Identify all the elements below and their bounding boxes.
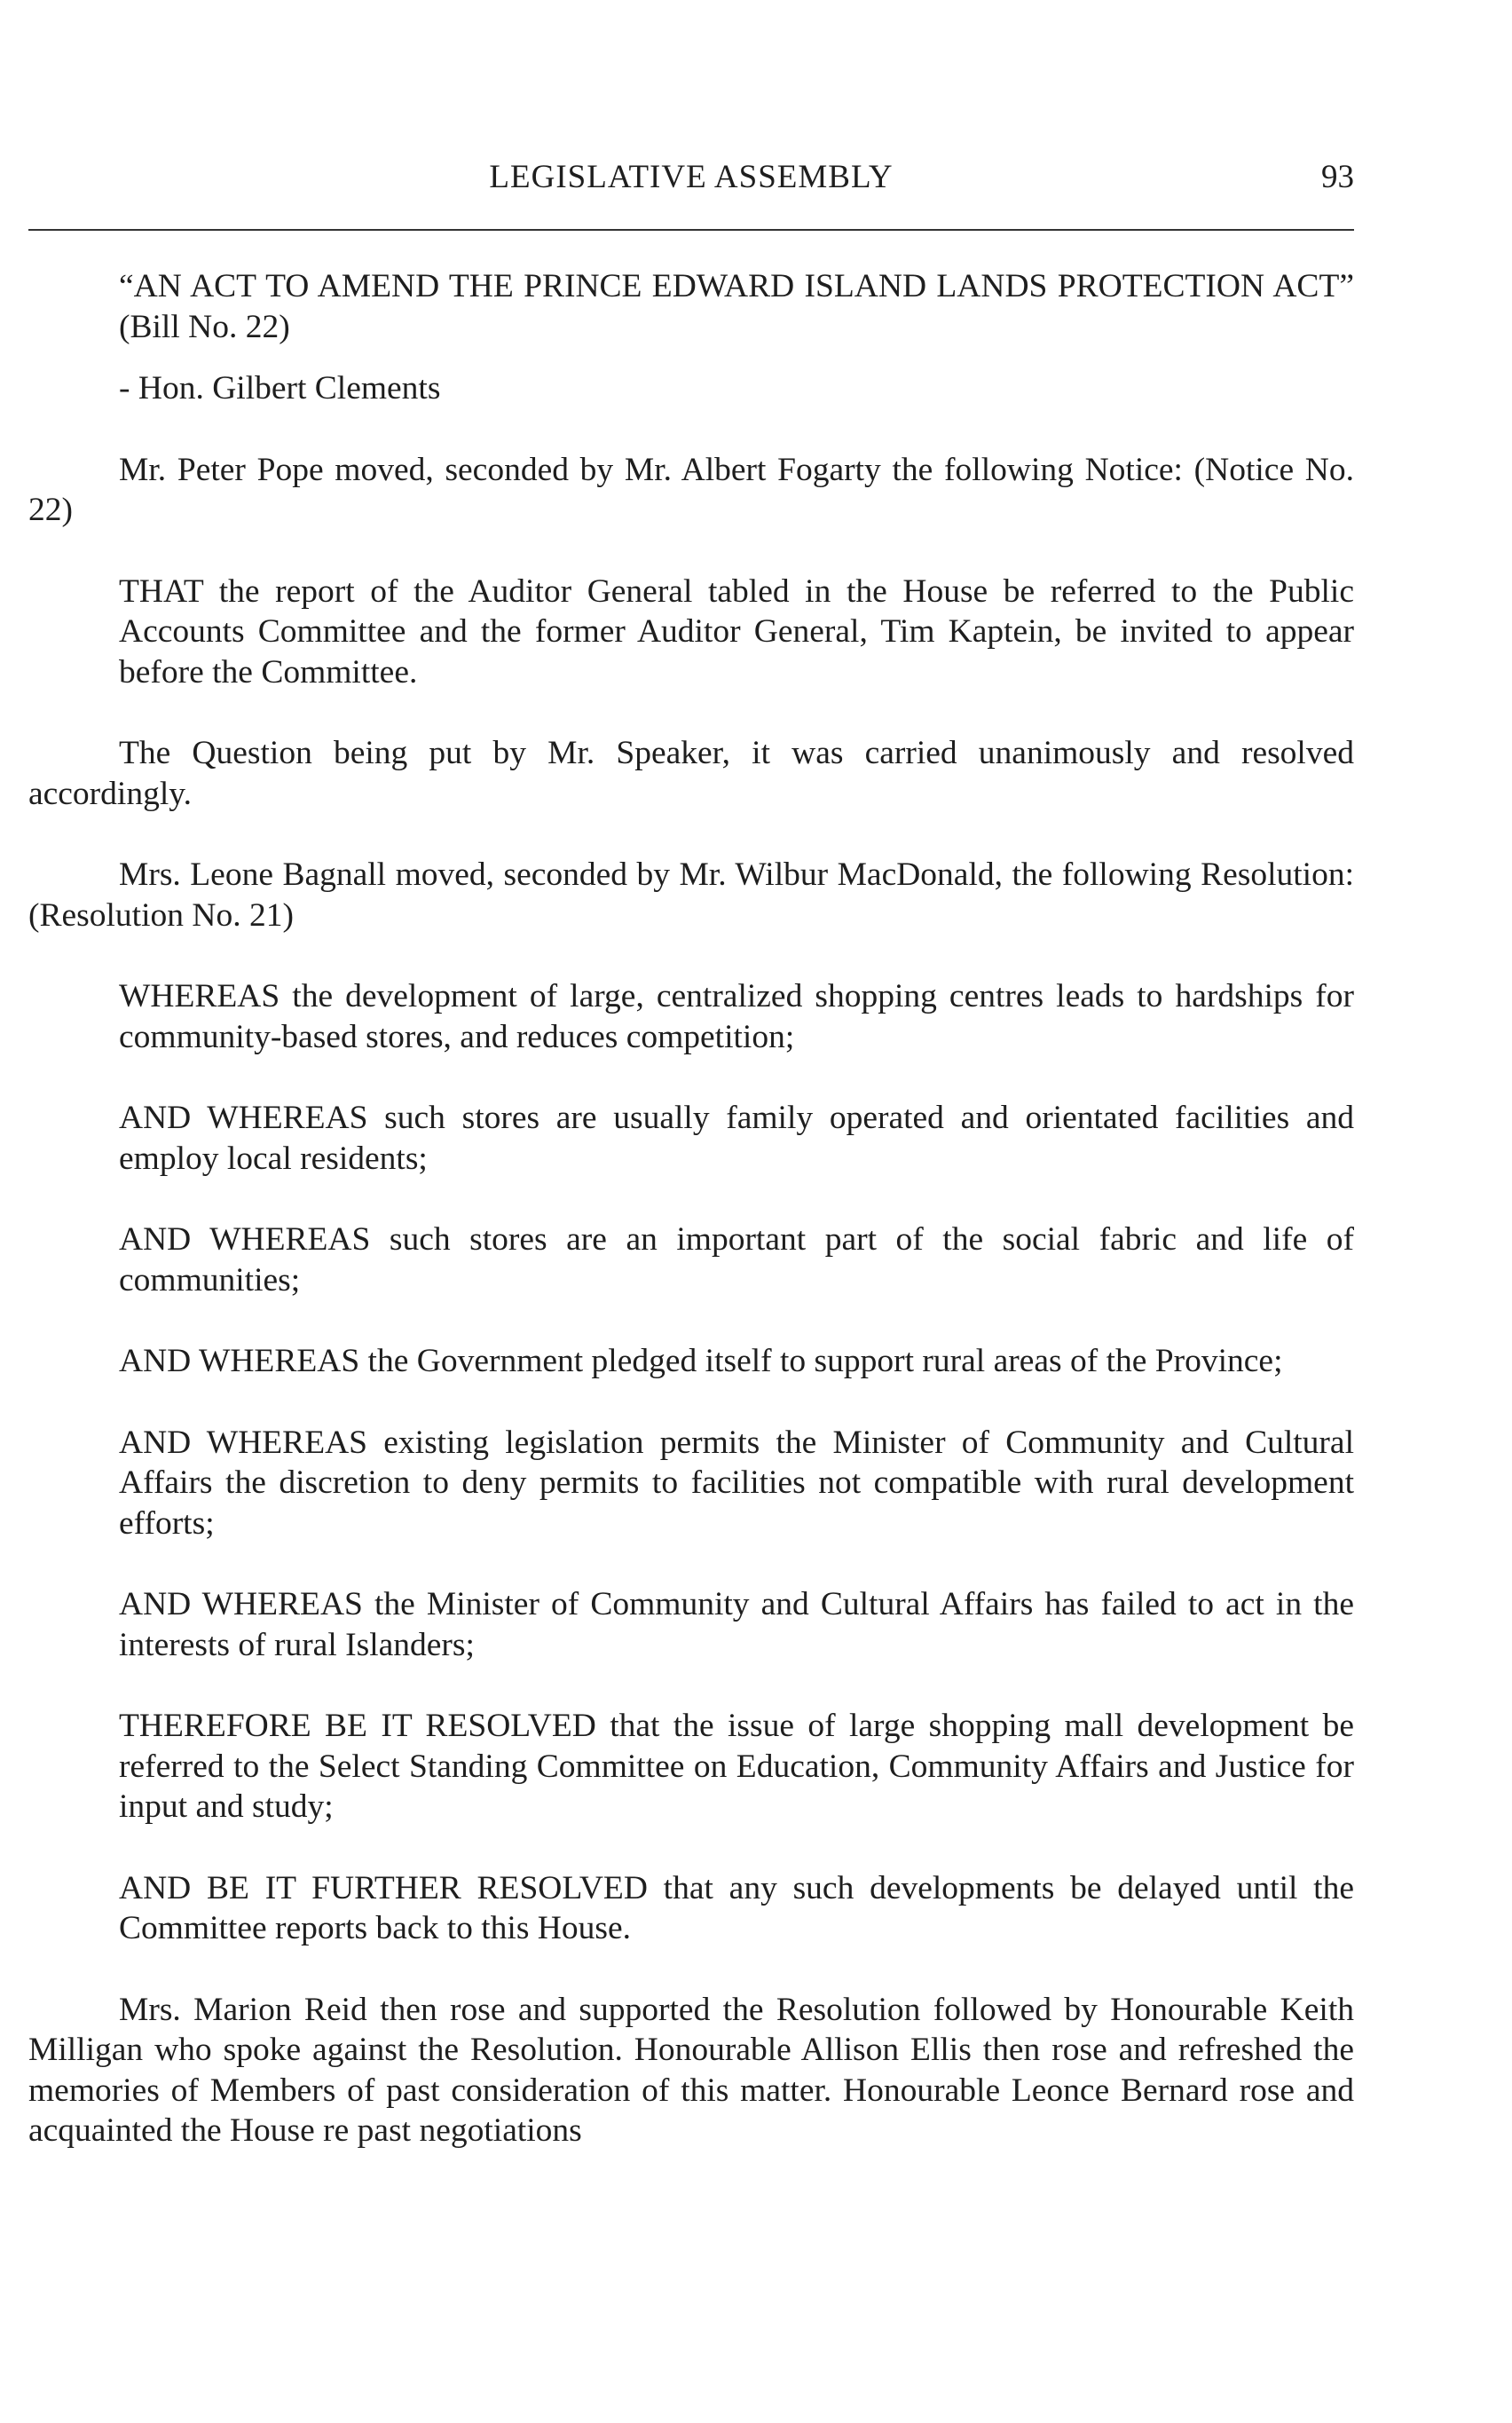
page-header	[28, 158, 1354, 202]
whereas-clause: AND WHEREAS existing legislation permits the Minister of Community and Cultural Affairs the discretion to deny permits to facilities not compatible with rural development efforts;	[119, 1424, 1354, 1542]
document-body	[28, 266, 1354, 2151]
whereas-clause: AND WHEREAS such stores are an important part of the social fabric and life of communities;	[119, 1221, 1354, 1298]
resolved-clause: THEREFORE BE IT RESOLVED that the issue of large shopping mall development be referred to the Select Standing Committee on Education, Community Affairs and Justice for input and study;	[119, 1708, 1354, 1825]
resolution-motion-paragraph: Mrs. Leone Bagnall moved, seconded by Mr. Wilbur MacDonald, the following Resolution: (Resolution No. 21)	[28, 856, 1354, 934]
whereas-clause: AND WHEREAS the Government pledged itself to support rural areas of the Province;	[119, 1343, 1283, 1379]
resolved-clause: AND BE IT FURTHER RESOLVED that any such developments be delayed until the Committee reports back to this House.	[119, 1869, 1354, 1946]
notice-motion-paragraph: Mr. Peter Pope moved, seconded by Mr. Albert Fogarty the following Notice: (Notice No. 22)	[28, 451, 1354, 528]
question-result-paragraph: The Question being put by Mr. Speaker, it was carried unanimously and resolved accordingly.	[28, 735, 1354, 812]
whereas-clause: WHEREAS the development of large, centralized shopping centres leads to hardships for community-based stores, and reduces competition;	[119, 978, 1354, 1055]
notice-text: THAT the report of the Auditor General tabled in the House be referred to the Public Accounts Committee and the former Auditor General, Tim Kaptein, be invited to appear before the Committee.	[119, 572, 1354, 691]
bill-title: “AN ACT TO AMEND THE PRINCE EDWARD ISLAND LANDS PROTECTION ACT” (Bill No. 22)	[119, 268, 1354, 345]
whereas-clause: AND WHEREAS such stores are usually family operated and orientated facilities and employ local residents;	[119, 1100, 1354, 1177]
debate-paragraph: Mrs. Marion Reid then rose and supported the Resolution followed by Honourable Keith Milligan who spoke against the Resolution. Honourable Allison Ellis then rose and refreshed the memories of Members of past consideration of this matter. Honourable Leonce Bernard rose and acquainted the House re past negotiations	[28, 1991, 1354, 2149]
running-head-title: LEGISLATIVE ASSEMBLY	[489, 159, 894, 195]
whereas-clause: AND WHEREAS the Minister of Community and Cultural Affairs has failed to act in the interests of rural Islanders;	[119, 1586, 1354, 1663]
page-number: 93	[1321, 159, 1354, 195]
bill-sponsor: - Hon. Gilbert Clements	[119, 370, 441, 406]
header-rule	[28, 229, 1354, 231]
